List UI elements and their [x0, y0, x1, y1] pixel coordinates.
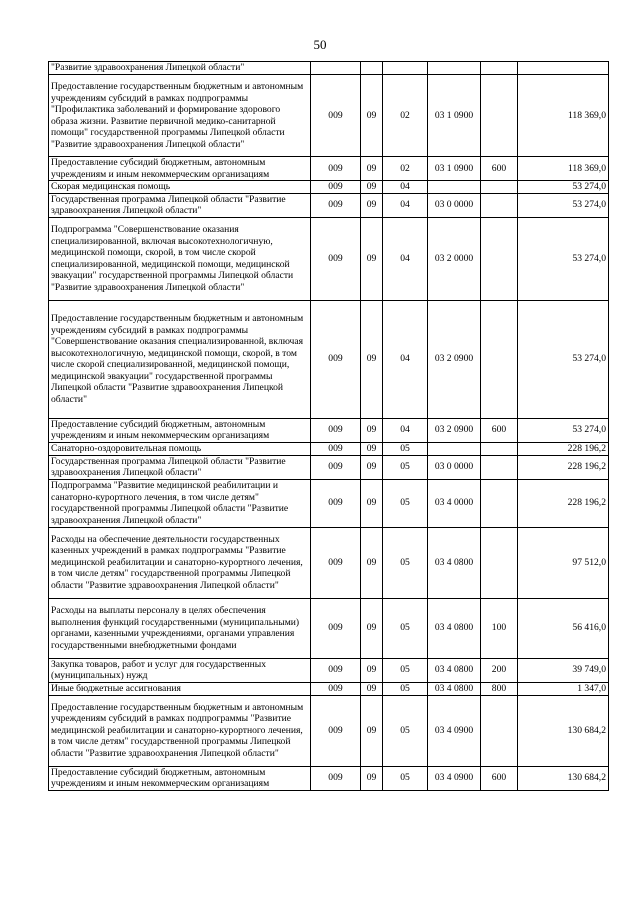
- row-subsection-cell: 04: [383, 217, 428, 300]
- row-section-cell: 09: [361, 418, 383, 442]
- table-row: [49, 217, 609, 300]
- table-row: [49, 442, 609, 455]
- row-target-article-cell: 03 2 0000: [428, 217, 481, 300]
- row-target-article-cell: 03 1 0900: [428, 75, 481, 157]
- table-row: [49, 418, 609, 442]
- row-section-cell: 09: [361, 300, 383, 418]
- row-target-article-cell: [428, 62, 481, 75]
- row-target-article-cell: 03 4 0900: [428, 695, 481, 766]
- row-section-cell: 09: [361, 75, 383, 157]
- row-amount-cell: 228 196,2: [518, 479, 609, 527]
- row-grbs-cell: 009: [311, 598, 361, 658]
- row-section-cell: 09: [361, 479, 383, 527]
- row-grbs-cell: 009: [311, 157, 361, 181]
- row-expense-type-cell: 600: [481, 766, 518, 790]
- table-row: [49, 193, 609, 217]
- row-grbs-cell: 009: [311, 695, 361, 766]
- row-expense-type-cell: [481, 75, 518, 157]
- row-grbs-cell: 009: [311, 181, 361, 194]
- row-target-article-cell: 03 4 0800: [428, 527, 481, 598]
- table-row: [49, 455, 609, 479]
- row-name-cell: Скорая медицинская помощь: [49, 181, 311, 194]
- table-row: [49, 62, 609, 75]
- row-grbs-cell: 009: [311, 527, 361, 598]
- row-section-cell: 09: [361, 527, 383, 598]
- row-amount-cell: 56 416,0: [518, 598, 609, 658]
- table-row: [49, 658, 609, 682]
- row-expense-type-cell: 100: [481, 598, 518, 658]
- row-subsection-cell: 05: [383, 766, 428, 790]
- row-expense-type-cell: [481, 442, 518, 455]
- row-grbs-cell: 009: [311, 75, 361, 157]
- row-expense-type-cell: 600: [481, 157, 518, 181]
- row-section-cell: 09: [361, 682, 383, 695]
- row-name-cell: Предоставление государственным бюджетным и автономным учреждениям субсидий в рамках подпрограммы "Профилактика заболеваний и формирование здорового образа жизни. Развитие первичной медико-санитарной помощи" государственной программы Липецкой области "Развитие здравоохранения Липецкой области": [49, 75, 311, 157]
- row-amount-cell: 228 196,2: [518, 442, 609, 455]
- row-expense-type-cell: [481, 300, 518, 418]
- row-target-article-cell: 03 0 0000: [428, 193, 481, 217]
- row-section-cell: 09: [361, 695, 383, 766]
- table-row: [49, 479, 609, 527]
- row-subsection-cell: 04: [383, 418, 428, 442]
- row-section-cell: 09: [361, 217, 383, 300]
- row-expense-type-cell: [481, 479, 518, 527]
- row-section-cell: 09: [361, 181, 383, 194]
- row-section-cell: 09: [361, 766, 383, 790]
- row-subsection-cell: 02: [383, 157, 428, 181]
- row-amount-cell: [518, 62, 609, 75]
- row-amount-cell: 118 369,0: [518, 157, 609, 181]
- table-row: [49, 598, 609, 658]
- row-grbs-cell: [311, 62, 361, 75]
- row-expense-type-cell: [481, 695, 518, 766]
- row-amount-cell: 97 512,0: [518, 527, 609, 598]
- table-row: [49, 75, 609, 157]
- row-expense-type-cell: 600: [481, 418, 518, 442]
- budget-table-body: [49, 62, 609, 791]
- row-target-article-cell: 03 4 0800: [428, 658, 481, 682]
- row-section-cell: [361, 62, 383, 75]
- row-amount-cell: 228 196,2: [518, 455, 609, 479]
- row-section-cell: 09: [361, 455, 383, 479]
- row-name-cell: Санаторно-оздоровительная помощь: [49, 442, 311, 455]
- row-subsection-cell: 05: [383, 658, 428, 682]
- row-grbs-cell: 009: [311, 766, 361, 790]
- row-subsection-cell: 05: [383, 527, 428, 598]
- row-name-cell: Расходы на обеспечение деятельности государственных казенных учреждений в рамках подпрограммы "Развитие медицинской реабилитации и санаторно-курортного лечения, в том числе детям" государственной программы Липецкой области "Развитие здравоохранения Липецкой области": [49, 527, 311, 598]
- row-amount-cell: 130 684,2: [518, 766, 609, 790]
- row-name-cell: Расходы на выплаты персоналу в целях обеспечения выполнения функций государственными (муниципальными) органами, казенными учреждениями, органами управления государственными внебюджетными фондами: [49, 598, 311, 658]
- row-subsection-cell: 02: [383, 75, 428, 157]
- row-expense-type-cell: [481, 455, 518, 479]
- row-subsection-cell: 04: [383, 300, 428, 418]
- row-name-cell: Государственная программа Липецкой области "Развитие здравоохранения Липецкой области": [49, 193, 311, 217]
- table-row: [49, 181, 609, 194]
- row-amount-cell: 53 274,0: [518, 181, 609, 194]
- row-grbs-cell: 009: [311, 658, 361, 682]
- row-name-cell: Предоставление субсидий бюджетным, автономным учреждениям и иным некоммерческим организациям: [49, 418, 311, 442]
- row-section-cell: 09: [361, 442, 383, 455]
- row-name-cell: Иные бюджетные ассигнования: [49, 682, 311, 695]
- budget-table: [48, 61, 609, 791]
- row-section-cell: 09: [361, 658, 383, 682]
- row-amount-cell: 53 274,0: [518, 418, 609, 442]
- row-target-article-cell: [428, 181, 481, 194]
- row-name-cell: Подпрограмма "Развитие медицинской реабилитации и санаторно-курортного лечения, в том числе детям" государственной программы Липецкой области "Развитие здравоохранения Липецкой области": [49, 479, 311, 527]
- row-target-article-cell: 03 2 0900: [428, 300, 481, 418]
- row-grbs-cell: 009: [311, 682, 361, 695]
- row-target-article-cell: 03 1 0900: [428, 157, 481, 181]
- row-amount-cell: 118 369,0: [518, 75, 609, 157]
- row-target-article-cell: 03 4 0900: [428, 766, 481, 790]
- table-row: [49, 300, 609, 418]
- row-section-cell: 09: [361, 193, 383, 217]
- row-expense-type-cell: [481, 181, 518, 194]
- row-target-article-cell: 03 4 0800: [428, 682, 481, 695]
- row-amount-cell: 53 274,0: [518, 217, 609, 300]
- row-name-cell: Предоставление субсидий бюджетным, автономным учреждениям и иным некоммерческим организациям: [49, 157, 311, 181]
- row-target-article-cell: 03 2 0900: [428, 418, 481, 442]
- row-amount-cell: 53 274,0: [518, 193, 609, 217]
- row-expense-type-cell: 800: [481, 682, 518, 695]
- row-grbs-cell: 009: [311, 193, 361, 217]
- row-amount-cell: 53 274,0: [518, 300, 609, 418]
- row-grbs-cell: 009: [311, 479, 361, 527]
- row-section-cell: 09: [361, 157, 383, 181]
- row-section-cell: 09: [361, 598, 383, 658]
- table-row: [49, 695, 609, 766]
- row-target-article-cell: 03 4 0800: [428, 598, 481, 658]
- row-name-cell: Предоставление субсидий бюджетным, автономным учреждениям и иным некоммерческим организациям: [49, 766, 311, 790]
- row-grbs-cell: 009: [311, 418, 361, 442]
- table-row: [49, 682, 609, 695]
- table-row: [49, 766, 609, 790]
- row-grbs-cell: 009: [311, 217, 361, 300]
- row-name-cell: Предоставление государственным бюджетным и автономным учреждениям субсидий в рамках подпрограммы "Развитие медицинской реабилитации и санаторно-курортного лечения, в том числе детям" государственной программы Липецкой области "Развитие здравоохранения Липецкой области": [49, 695, 311, 766]
- row-subsection-cell: 04: [383, 193, 428, 217]
- row-name-cell: Предоставление государственным бюджетным и автономным учреждениям субсидий в рамках подпрограммы "Совершенствование оказания специализированной, включая высокотехнологичную, медицинской помощи, скорой, в том числе скорой специализированной, медицинской помощи, медицинской эвакуации" государственной программы Липецкой области "Развитие здравоохранения Липецкой области": [49, 300, 311, 418]
- page-number: 50: [313, 37, 327, 52]
- row-target-article-cell: 03 4 0000: [428, 479, 481, 527]
- row-subsection-cell: 04: [383, 181, 428, 194]
- row-name-cell: "Развитие здравоохранения Липецкой области": [49, 62, 311, 75]
- row-name-cell: Подпрограмма "Совершенствование оказания специализированной, включая высокотехнологичную, медицинской помощи, скорой, в том числе скорой специализированной, медицинской помощи, медицинской эвакуации" государственной программы Липецкой области "Развитие здравоохранения Липецкой области": [49, 217, 311, 300]
- row-subsection-cell: 05: [383, 455, 428, 479]
- row-expense-type-cell: [481, 62, 518, 75]
- row-grbs-cell: 009: [311, 300, 361, 418]
- row-amount-cell: 130 684,2: [518, 695, 609, 766]
- row-grbs-cell: 009: [311, 442, 361, 455]
- row-subsection-cell: 05: [383, 695, 428, 766]
- row-amount-cell: 39 749,0: [518, 658, 609, 682]
- row-target-article-cell: [428, 442, 481, 455]
- row-expense-type-cell: [481, 527, 518, 598]
- row-expense-type-cell: [481, 217, 518, 300]
- row-expense-type-cell: [481, 193, 518, 217]
- table-row: [49, 157, 609, 181]
- row-subsection-cell: 05: [383, 682, 428, 695]
- row-name-cell: Закупка товаров, работ и услуг для государственных (муниципальных) нужд: [49, 658, 311, 682]
- row-target-article-cell: 03 0 0000: [428, 455, 481, 479]
- row-subsection-cell: [383, 62, 428, 75]
- row-grbs-cell: 009: [311, 455, 361, 479]
- row-subsection-cell: 05: [383, 479, 428, 527]
- row-expense-type-cell: 200: [481, 658, 518, 682]
- row-amount-cell: 1 347,0: [518, 682, 609, 695]
- table-row: [49, 527, 609, 598]
- row-subsection-cell: 05: [383, 598, 428, 658]
- row-name-cell: Государственная программа Липецкой области "Развитие здравоохранения Липецкой области": [49, 455, 311, 479]
- row-subsection-cell: 05: [383, 442, 428, 455]
